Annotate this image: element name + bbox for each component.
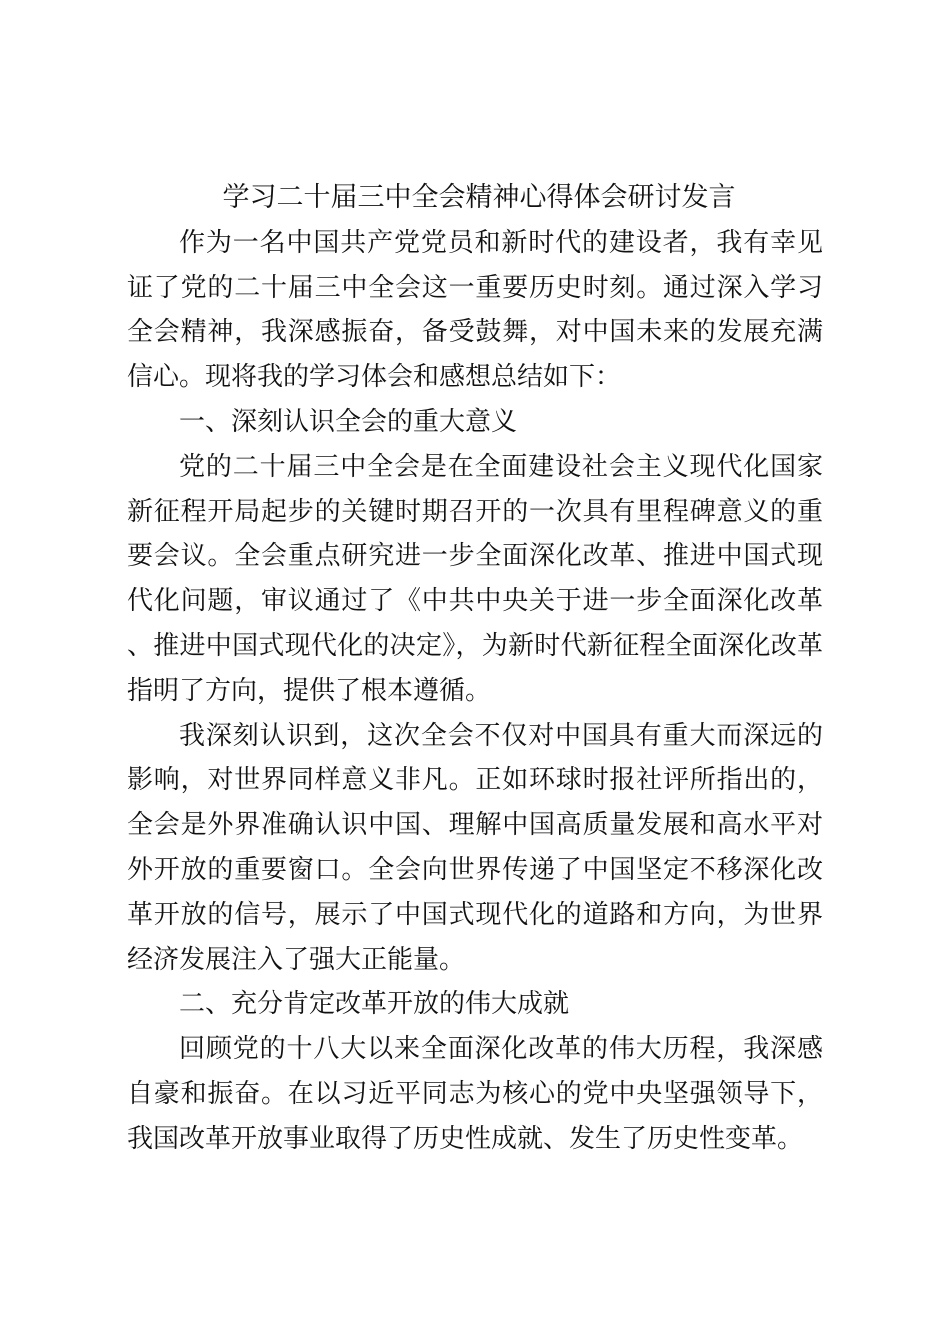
document-body: [127, 176, 823, 1162]
section-1-paragraph-2: 我深刻认识到，这次全会不仅对中国具有重大而深远的影响，对世界同样意义非凡。正如环球时报社评所指出的，全会是外界准确认识中国、理解中国高质量发展和高水平对外开放的重要窗口。全会向世界传递了中国坚定不移深化改革开放的信号，展示了中国式现代化的道路和方向，为世界经济发展注入了强大正能量。: [127, 720, 823, 975]
section-heading-1: 一、深刻认识全会的重大意义: [179, 406, 518, 437]
section-2-paragraph-1: 回顾党的十八大以来全面深化改革的伟大历程，我深感自豪和振奋。在以习近平同志为核心的党中央坚强领导下，我国改革开放事业取得了历史性成就、发生了历史性变革。: [127, 1034, 823, 1154]
section-1-paragraph-1: 党的二十届三中全会是在全面建设社会主义现代化国家新征程开局起步的关键时期召开的一次具有里程碑意义的重要会议。全会重点研究进一步全面深化改革、推进中国式现代化问题，审议通过了《中共中央关于进一步全面深化改革、推进中国式现代化的决定》，为新时代新征程全面深化改革指明了方向，提供了根本遵循。: [127, 451, 823, 706]
intro-paragraph: 作为一名中国共产党党员和新时代的建设者，我有幸见证了党的二十届三中全会这一重要历史时刻。通过深入学习全会精神，我深感振奋，备受鼓舞，对中国未来的发展充满信心。现将我的学习体会和感想总结如下：: [127, 227, 823, 393]
document-title: 学习二十届三中全会精神心得体会研讨发言: [222, 182, 736, 213]
section-heading-2: 二、充分肯定改革开放的伟大成就: [179, 989, 570, 1020]
